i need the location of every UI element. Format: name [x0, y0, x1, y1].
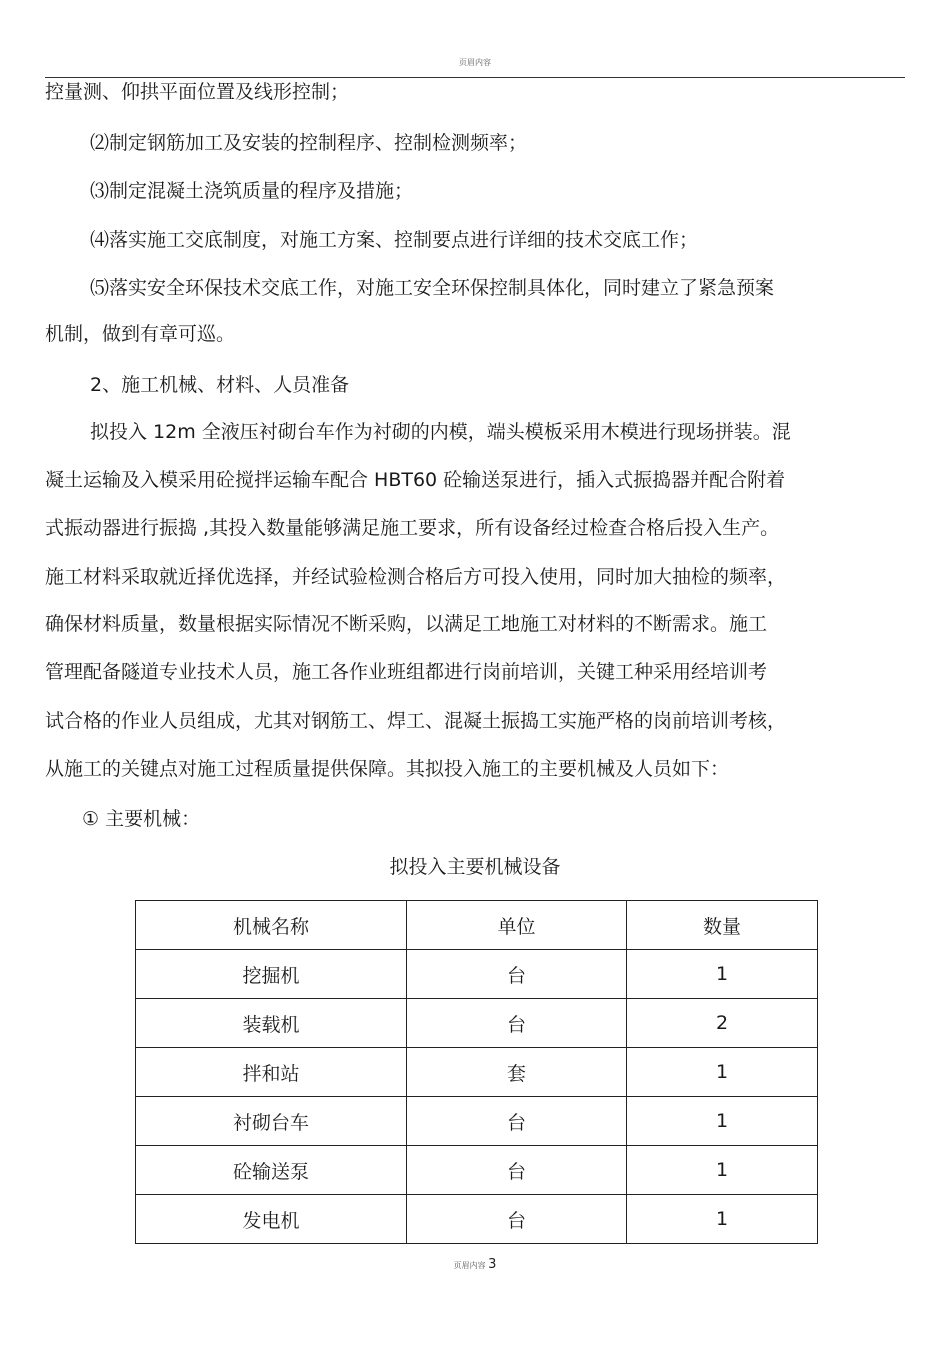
cell-quantity: 1 [627, 1146, 818, 1195]
body-line-13: 管理配备隧道专业技术人员，施工各作业班组都进行岗前培训，关键工种采用经培训考 [45, 661, 768, 683]
cell-machine-name: 砼输送泵 [136, 1146, 407, 1195]
cell-machine-name: 挖掘机 [136, 950, 407, 999]
cell-unit: 台 [407, 950, 627, 999]
cell-quantity: 1 [627, 1097, 818, 1146]
cell-quantity: 1 [627, 950, 818, 999]
page-number: 3 [488, 1257, 497, 1272]
header-machine-name: 机械名称 [136, 901, 407, 950]
header-unit: 单位 [407, 901, 627, 950]
machinery-table [135, 900, 818, 1244]
body-line-8: 拟投入 12m 全液压衬砌台车作为衬砌的内模，端头模板采用木模进行现场拼装。混 [90, 421, 791, 443]
body-line-9: 凝土运输及入模采用砼搅拌运输车配合 HBT60 砼输送泵进行，插入式振捣器并配合附着 [45, 469, 786, 491]
header-rule [45, 77, 905, 78]
body-line-12: 确保材料质量，数量根据实际情况不断采购，以满足工地施工对材料的不断需求。施工 [45, 613, 768, 635]
body-line-2: ⑵制定钢筋加工及安装的控制程序、控制检测频率； [90, 132, 528, 154]
cell-machine-name: 装载机 [136, 999, 407, 1048]
body-line-6: 机制，做到有章可巡。 [45, 323, 236, 345]
footer-text: 页眉内容 [453, 1261, 486, 1270]
table-caption: 拟投入主要机械设备 [389, 856, 561, 878]
table-row [136, 1195, 818, 1244]
table-row [136, 950, 818, 999]
cell-unit: 套 [407, 1048, 627, 1097]
cell-unit: 台 [407, 999, 627, 1048]
cell-unit: 台 [407, 1195, 627, 1244]
list-item-main-machinery: ① 主要机械： [82, 808, 201, 830]
table-row [136, 1097, 818, 1146]
body-line-4: ⑷落实施工交底制度，对施工方案、控制要点进行详细的技术交底工作； [90, 229, 699, 251]
body-line-11: 施工材料采取就近择优选择，并经试验检测合格后方可投入使用，同时加大抽检的频率， [45, 566, 787, 588]
cell-unit: 台 [407, 1097, 627, 1146]
body-line-1: 控量测、仰拱平面位置及线形控制； [45, 81, 350, 103]
cell-quantity: 2 [627, 999, 818, 1048]
table-row [136, 1146, 818, 1195]
table-row [136, 999, 818, 1048]
table-header-row [136, 901, 818, 950]
cell-quantity: 1 [627, 1048, 818, 1097]
body-line-15: 从施工的关键点对施工过程质量提供保障。其拟投入施工的主要机械及人员如下： [45, 758, 730, 780]
body-line-14: 试合格的作业人员组成，尤其对钢筋工、焊工、混凝土振捣工实施严格的岗前培训考核， [45, 710, 787, 732]
cell-machine-name: 拌和站 [136, 1048, 407, 1097]
section-heading: 2、施工机械、材料、人员准备 [90, 374, 350, 396]
body-line-5: ⑸落实安全环保技术交底工作，对施工安全环保控制具体化，同时建立了紧急预案 [90, 277, 775, 299]
cell-machine-name: 发电机 [136, 1195, 407, 1244]
cell-quantity: 1 [627, 1195, 818, 1244]
table-row [136, 1048, 818, 1097]
page-footer [0, 1257, 950, 1272]
body-line-3: ⑶制定混凝土浇筑质量的程序及措施； [90, 180, 414, 202]
body-line-10: 式振动器进行振捣 ,其投入数量能够满足施工要求，所有设备经过检查合格后投入生产。 [45, 517, 780, 539]
page-header: 页眉内容 [459, 58, 491, 67]
header-quantity: 数量 [627, 901, 818, 950]
cell-machine-name: 衬砌台车 [136, 1097, 407, 1146]
cell-unit: 台 [407, 1146, 627, 1195]
